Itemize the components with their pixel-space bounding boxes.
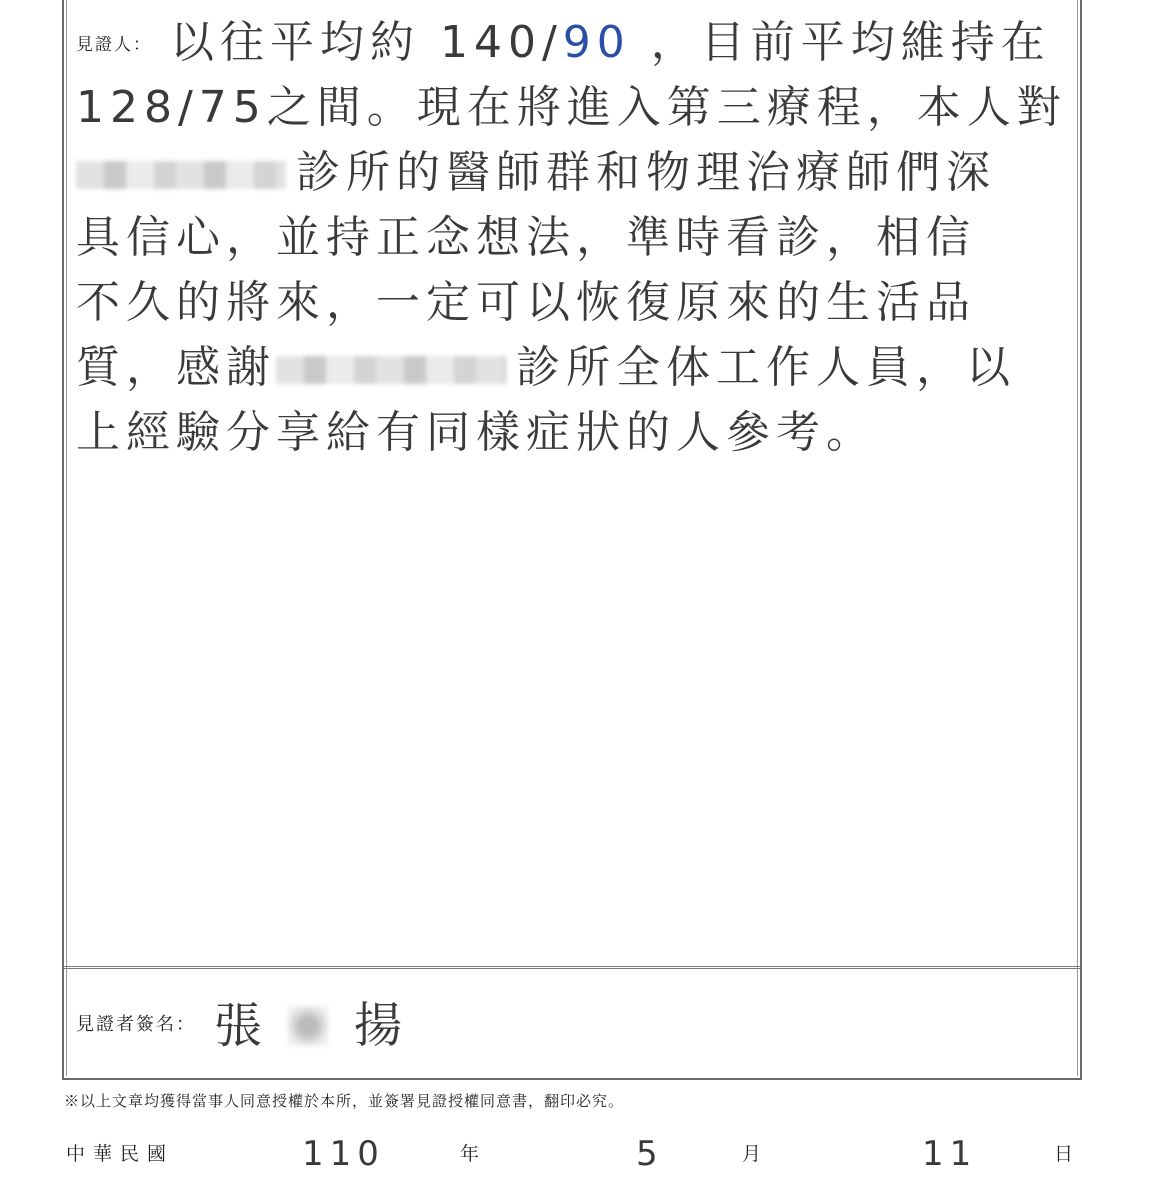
signature-surname: 張	[214, 997, 263, 1054]
signature-label: 見證者簽名：	[76, 1014, 196, 1035]
testimony-line-6	[76, 335, 1076, 400]
line-1-blue-number: 90	[562, 17, 631, 68]
testimony-line-2: 128/75之間。現在將進入第三療程，本人對	[76, 82, 1067, 133]
date-row	[66, 1130, 1082, 1178]
date-year: 110	[302, 1134, 385, 1174]
testimony-body	[76, 10, 1076, 465]
signature-divider	[64, 966, 1080, 969]
month-unit: 月	[742, 1143, 770, 1165]
signature-given-name: 揚	[354, 997, 403, 1054]
testimony-line-1	[76, 10, 1076, 75]
redacted-clinic-name-2	[276, 356, 506, 384]
year-unit: 年	[460, 1143, 488, 1165]
testimony-line-5: 不久的將來，一定可以恢復原來的生活品	[76, 277, 976, 328]
date-day: 11	[922, 1134, 978, 1174]
testimony-line-3	[76, 140, 1076, 205]
line-6-text-b: 診所全体工作人員，以	[516, 342, 1016, 393]
witness-label: 見證人：	[76, 34, 152, 55]
copyright-disclaimer: ※以上文章均獲得當事人同意授權於本所，並簽署見證授權同意書，翻印必究。	[64, 1092, 625, 1110]
era-label: 中華民國	[66, 1143, 175, 1165]
testimony-line-7: 上經驗分享給有同樣症狀的人參考。	[76, 407, 876, 458]
line-3-text: 診所的醫師群和物理治療師們深	[296, 147, 996, 198]
line-6-text-a: 質，感謝	[76, 342, 276, 393]
day-unit: 日	[1054, 1143, 1082, 1165]
redacted-signature-char	[288, 1006, 328, 1046]
redacted-clinic-name	[76, 161, 286, 189]
date-month: 5	[636, 1134, 664, 1174]
testimony-line-4: 具信心，並持正念想法，準時看診，相信	[76, 212, 976, 263]
line-1-text-a: 以往平均約 140/	[170, 17, 563, 68]
signature-row	[76, 990, 402, 1060]
line-1-text-b: ，目前平均維持在	[630, 17, 1051, 68]
